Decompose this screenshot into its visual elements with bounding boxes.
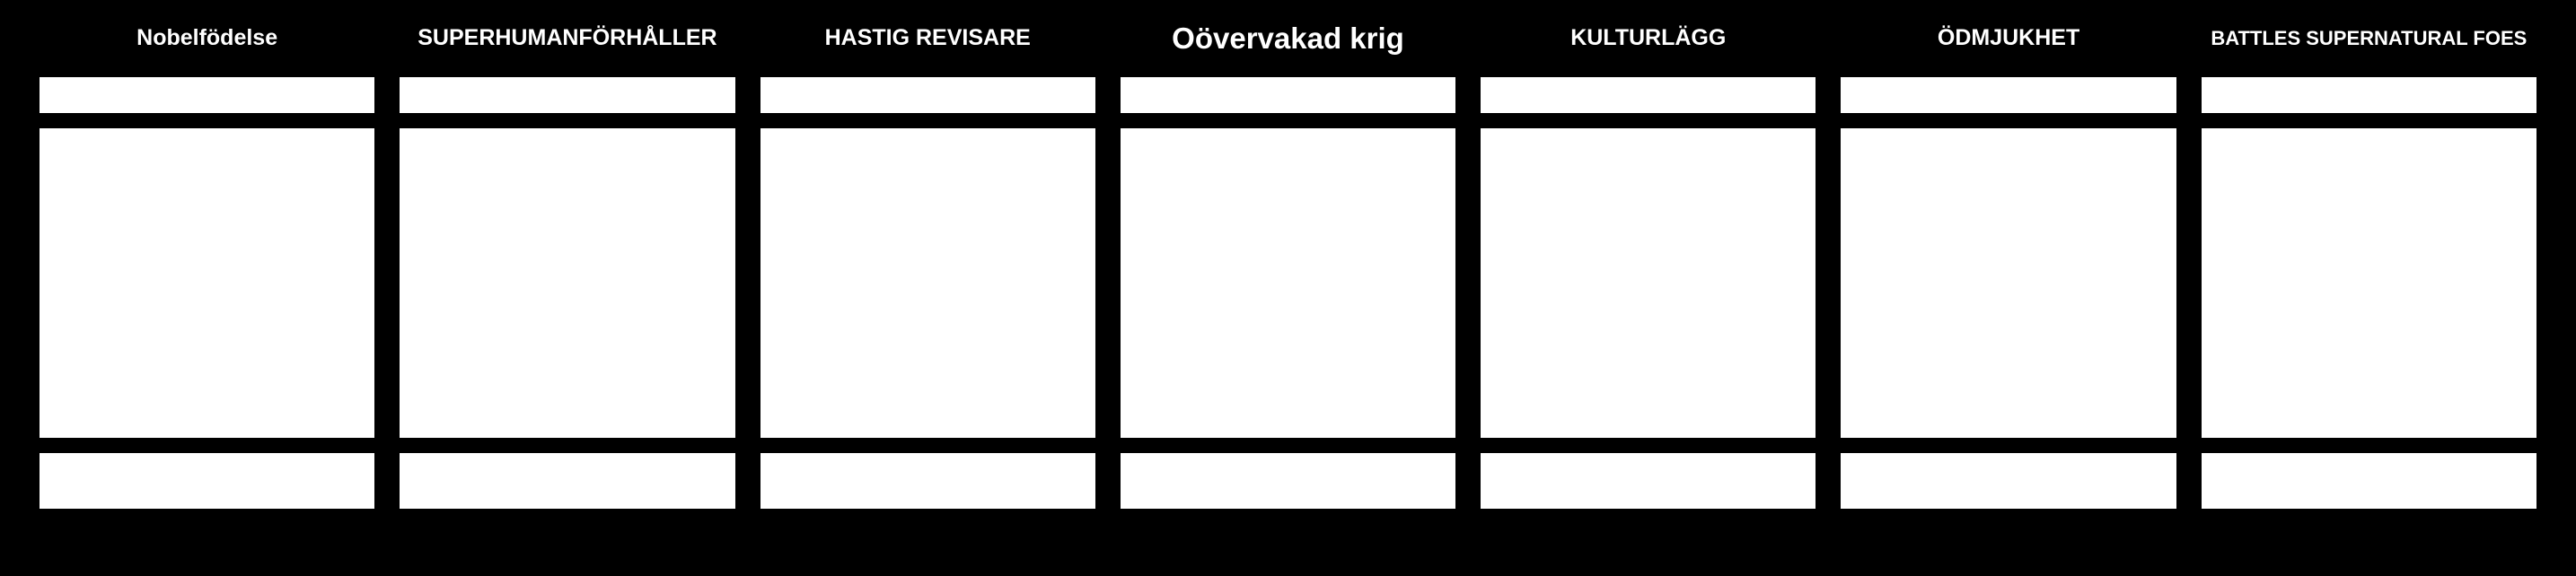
panel-caption-bottom-cell[interactable] (1121, 453, 1455, 509)
panel-image-cell[interactable] (760, 128, 1095, 438)
panel-caption-bottom-cell[interactable] (760, 453, 1095, 509)
panel-title[interactable]: SUPERHUMANFÖRHÅLLER (418, 25, 717, 51)
storyboard-panel-2[interactable] (387, 0, 747, 576)
storyboard-panel-3[interactable] (748, 0, 1108, 576)
panel-title[interactable]: KULTURLÄGG (1570, 25, 1727, 51)
panel-image-cell[interactable] (1481, 128, 1816, 438)
panel-title[interactable]: Nobelfödelse (136, 25, 278, 51)
panel-image-cell[interactable] (400, 128, 734, 438)
panel-image-cell[interactable] (1121, 128, 1455, 438)
storyboard-panel-5[interactable] (1468, 0, 1828, 576)
panel-image-cell[interactable] (40, 128, 374, 438)
storyboard-panel-6[interactable] (1828, 0, 2188, 576)
panel-title[interactable]: HASTIG REVISARE (824, 25, 1031, 51)
storyboard-panel-1[interactable] (27, 0, 387, 576)
panel-caption-top-cell[interactable] (1481, 77, 1816, 113)
panel-caption-top-cell[interactable] (400, 77, 734, 113)
panel-caption-bottom-cell[interactable] (1481, 453, 1816, 509)
panel-caption-bottom-cell[interactable] (400, 453, 734, 509)
storyboard-panel-4[interactable] (1108, 0, 1468, 576)
panel-caption-top-cell[interactable] (1841, 77, 2176, 113)
panel-caption-top-cell[interactable] (1121, 77, 1455, 113)
panel-caption-bottom-cell[interactable] (2202, 453, 2536, 509)
panel-title[interactable]: BATTLES SUPERNATURAL FOES (2211, 26, 2528, 49)
panel-caption-top-cell[interactable] (40, 77, 374, 113)
panel-caption-bottom-cell[interactable] (40, 453, 374, 509)
panel-image-cell[interactable] (1841, 128, 2176, 438)
panel-caption-bottom-cell[interactable] (1841, 453, 2176, 509)
storyboard-panel-7[interactable] (2189, 0, 2549, 576)
panel-image-cell[interactable] (2202, 128, 2536, 438)
panel-title[interactable]: ÖDMJUKHET (1937, 25, 2080, 51)
panel-caption-top-cell[interactable] (760, 77, 1095, 113)
panel-title[interactable]: Oövervakad krig (1172, 21, 1404, 55)
panel-caption-top-cell[interactable] (2202, 77, 2536, 113)
